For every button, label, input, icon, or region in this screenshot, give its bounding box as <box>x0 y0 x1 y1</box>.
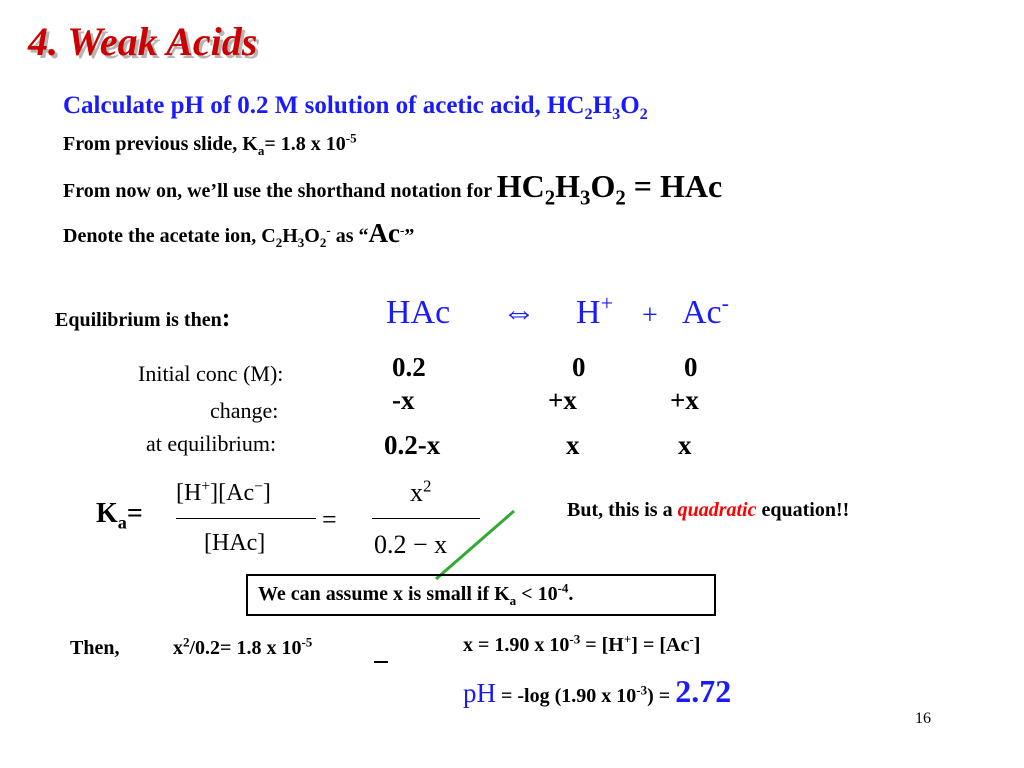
underscore-mark <box>374 661 388 663</box>
ka-symbol: $K_a=$ <box>96 498 143 533</box>
change-hac: -x <box>392 385 415 415</box>
x-denominator: 0.2 − x <box>374 530 448 559</box>
change-label: change: <box>210 398 279 423</box>
then-label: Then, <box>70 637 120 659</box>
change-ac: +x <box>670 385 699 415</box>
ka-numerator: [H+][Ac−] <box>176 478 271 506</box>
slide-title: 4. Weak Acids <box>28 19 258 64</box>
ph-result: pH = -log (1.90 x $10^{-3}) = 2.72$ <box>463 673 732 709</box>
problem-statement: Calculate pH of 0.2 M solution of acetic acid, $HC_2H_3O_2$ <box>63 92 648 123</box>
equilibrium-hac: HAc <box>386 294 451 331</box>
equil-h: x <box>566 430 580 460</box>
page-number: 16 <box>915 710 931 727</box>
equilibrium-arrow: ⇔ <box>502 294 536 331</box>
assumption-text: We can assume x is small if $K_a < 10^{-4}$. <box>258 580 574 608</box>
then-equation: $x^2/0.2= 1.8$ x $10^{-5}$ <box>173 634 313 659</box>
equilibrium-h: H+ <box>576 290 614 331</box>
ka-equals: = <box>322 505 337 534</box>
initial-label: Initial conc (M): <box>138 361 284 386</box>
equilibrium-ac: Ac- <box>682 290 730 331</box>
shorthand-statement: From now on, we’ll use the shorthand notation for $HC_2H_3O_2$ = HAc <box>63 168 723 210</box>
ka-fraction-bar <box>176 518 316 519</box>
equilibrium-label: Equilibrium is then: <box>55 303 231 332</box>
equil-ac: x <box>678 430 692 460</box>
ka-denominator: [HAc] <box>204 530 266 556</box>
change-h: +x <box>548 385 577 415</box>
equilibrium-plus: + <box>642 300 658 331</box>
acetate-statement: Denote the acetate ion, $C_2H_3O_2^-$ as “Ac-” <box>63 218 415 250</box>
x-squared: $x^2$ <box>410 476 432 507</box>
equil-hac: 0.2-x <box>384 430 441 460</box>
ka-statement: From previous slide, $K_a= 1.8$ x $10^{-5}$ <box>63 130 357 158</box>
equilibrium-row-label: at equilibrium: <box>146 431 277 456</box>
initial-hac: 0.2 <box>392 352 426 382</box>
strike-line <box>430 505 520 585</box>
initial-h: 0 <box>572 352 586 382</box>
quadratic-note: But, this is a quadratic equation!! <box>567 499 850 521</box>
x-result: x = 1.90 x $10^{-3} = [H^+] = [Ac^-]$ <box>463 631 701 656</box>
initial-ac: 0 <box>684 352 698 382</box>
